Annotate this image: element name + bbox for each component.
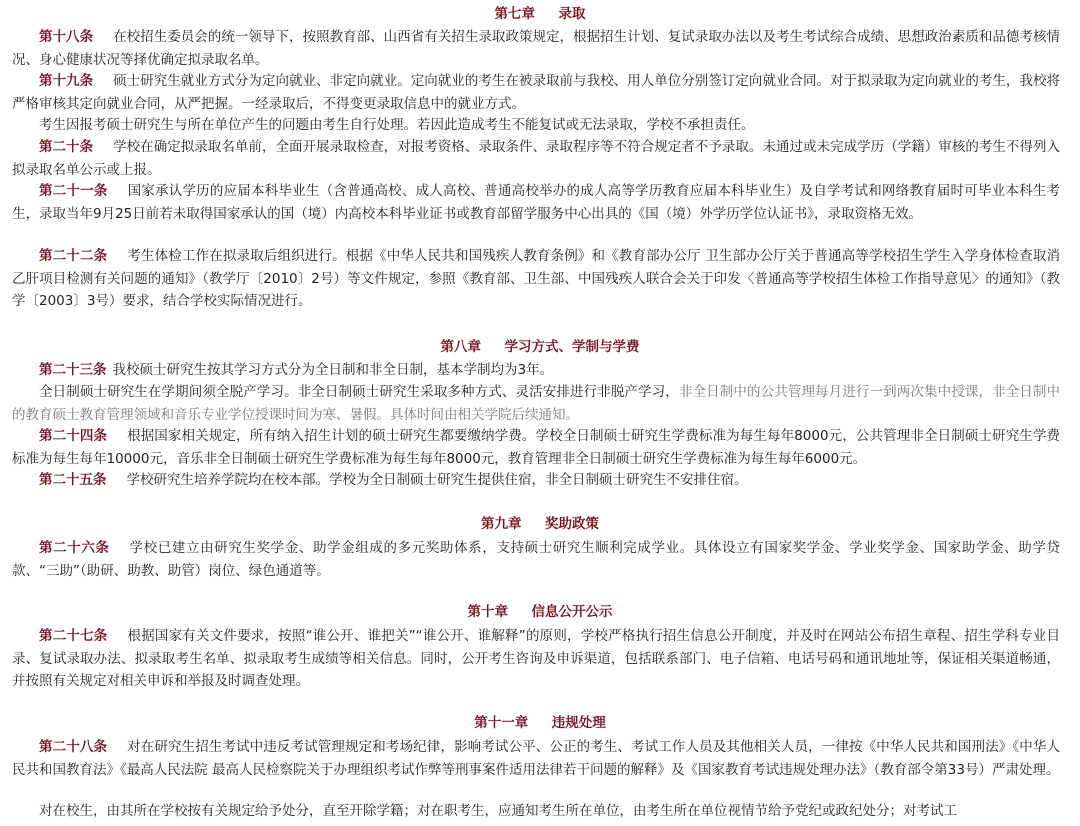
article-26-label: 第二十六条: [39, 540, 110, 556]
chapter-11-heading: 第十一章 违规处理: [474, 715, 606, 731]
article-22-text: 考生体检工作在拟录取后组织进行。根据《中华人民共和国残疾人教育条例》和《教育部办公厅 卫生部办公厅关于普通高等学校招生学生入学身体检查取消乙肝项目检测有关问题的通知》（教学厅〔2010〕2号）等文件规定，参照《教育部、卫生部、中国残疾人联合会关于印发〈普通高等学校招生体检工作指导意见〉的通知》（教学〔2003〕3号）要求，结合学校实际情况进行。: [12, 248, 1061, 309]
article-25-label: 第二十五条: [39, 472, 107, 488]
article-28-label: 第二十八条: [39, 739, 108, 755]
article-20-label: 第二十条: [39, 139, 94, 155]
article-28-text: 对在研究生招生考试中违反考试管理规定和考场纪律，影响考试公平、公正的考生、考试工作人员及其他相关人员，一律按《中华人民共和国刑法》《中华人民共和国教育法》《最高人民法院 最高人民检察院关于办理组织考试作弊等刑事案件适用法律若干问题的解释》及《国家教育考试违规处理办法》（教育部令第33号）严肃处理。: [12, 739, 1061, 778]
article-28: [12, 736, 1060, 781]
article-27-text: 根据国家有关文件要求，按照“谁公开、谁把关”“谁公开、谁解释”的原则，学校严格执行招生信息公开制度，并及时在网站公布招生章程、招生学科专业目录、复试录取办法、拟录取考生名单、拟录取考生成绩等相关信息。同时，公开考生咨询及申诉渠道，包括联系部门、电子信箱、电话号码和通讯地址等，保证相关渠道畅通，并按照有关规定对相关申诉和举报及时调查处理。: [12, 628, 1060, 689]
article-25: [12, 469, 1060, 492]
article-21: [12, 180, 1060, 225]
chapter-10-heading: 第十章 信息公开公示: [467, 604, 613, 620]
article-19-label: 第十九条: [39, 73, 94, 89]
article-28-continued: 对在校生，由其所在学校按有关规定给予处分，直至开除学籍；对在职考生，应通知考生所在单位，由考生所在单位视情节给予党纪或政纪处分；对考试工: [39, 803, 957, 819]
article-20-text: 学校在确定拟录取名单前，全面开展录取检查，对报考资格、录取条件、录取程序等不符合规定者不予录取。未通过或未完成学历（学籍）审核的考生不得列入拟录取名单公示或上报。: [12, 139, 1061, 178]
article-23-detail: [12, 381, 1060, 426]
article-18-text: 在校招生委员会的统一领导下，按照教育部、山西省有关招生录取政策规定，根据招生计划、复试录取办法以及考生考试综合成绩、思想政治素质和品德考核情况、身心健康状况等择优确定拟录取名单。: [12, 29, 1061, 68]
article-27-label: 第二十七条: [39, 628, 108, 644]
article-20: [12, 136, 1060, 181]
article-23: [12, 359, 1060, 382]
article-21-label: 第二十一条: [39, 183, 108, 199]
article-21-text: 国家承认学历的应届本科毕业生（含普通高校、成人高校、普通高校举办的成人高等学历教育应届本科毕业生）及自学考试和网络教育届时可毕业本科生考生，录取当年9月25日前若未取得国家承认的国（境）内高校本科毕业证书或教育部留学服务中心出具的《国（境）外学历学位认证书》，录取资格无效。: [12, 183, 1060, 222]
article-24-label: 第二十四条: [39, 428, 108, 444]
article-18: [12, 26, 1060, 71]
article-26-text: 学校已建立由研究生奖学金、助学金组成的多元奖助体系，支持硕士研究生顺利完成学业。具体设立有国家奖学金、学业奖学金、国家助学金、助学贷款、“三助”（助研、助教、助管）岗位、绿色通道等。: [12, 540, 1061, 579]
article-23-detail-part1: 全日制硕士研究生在学期间须全脱产学习。非全日制硕士研究生采取多种方式、灵活安排进行非脱产学习，: [39, 384, 679, 400]
article-24-text: 根据国家相关规定，所有纳入招生计划的硕士研究生都要缴纳学费。学校全日制硕士研究生学费标准为每生每年8000元，公共管理非全日制硕士研究生学费标准为每生每年10000元，音乐非全日制硕士研究生学费标准为每生每年8000元，教育管理非全日制硕士研究生学费标准为每生每年6000元。: [12, 428, 1060, 467]
chapter-7-heading: 第七章 录取: [494, 6, 586, 22]
article-24: [12, 425, 1060, 470]
article-23-detail-part2: 非全日制中的公共管理每月进行一到两次集中授课，非全日制中的教育硕士教育管理领域和音乐专业学位授课时间为寒、暑假。具体时间由相关学院后续通知。: [12, 384, 1061, 423]
article-19-text: 硕士研究生就业方式分为定向就业、非定向就业。定向就业的考生在被录取前与我校、用人单位分别签订定向就业合同。对于拟录取为定向就业的考生，我校将严格审核其定向就业合同，从严把握。一经录取后，不得变更录取信息中的就业方式。: [12, 73, 1061, 112]
article-19: [12, 70, 1060, 115]
article-18-label: 第十八条: [39, 29, 94, 45]
article-22-label: 第二十二条: [39, 248, 108, 264]
article-23-label: 第二十三条: [39, 362, 107, 378]
article-19-note: 考生因报考硕士研究生与所在单位产生的问题由考生自行处理。若因此造成考生不能复试或无法录取，学校不承担责任。: [39, 117, 755, 133]
article-25-text: 学校研究生培养学院均在校本部。学校为全日制硕士研究生提供住宿，非全日制硕士研究生不安排住宿。: [126, 472, 748, 488]
article-23-text: 我校硕士研究生按其学习方式分为全日制和非全日制，基本学制均为3年。: [112, 362, 554, 378]
chapter-8-heading: 第八章 学习方式、学制与学费: [440, 339, 640, 355]
article-27: [12, 625, 1060, 693]
article-26: [12, 537, 1060, 582]
chapter-9-heading: 第九章 奖助政策: [481, 516, 599, 532]
article-22: [12, 245, 1060, 313]
